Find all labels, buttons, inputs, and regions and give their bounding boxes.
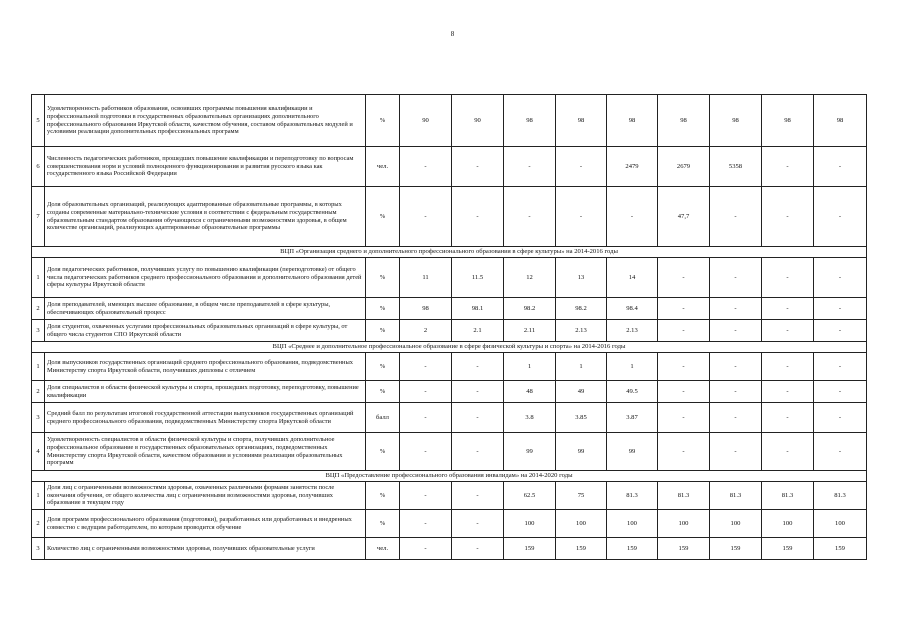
value-cell: 98.2 — [556, 298, 607, 320]
value-cell: 47,7 — [658, 187, 710, 247]
section-title: ВЦП «Организация среднего и дополнительного профессионального образования в сфере культуры» на 2014-2016 годы — [32, 247, 867, 258]
row-number: 2 — [32, 298, 45, 320]
value-cell: 98.4 — [607, 298, 658, 320]
value-cell: - — [762, 147, 814, 187]
unit-cell: % — [366, 258, 400, 298]
value-cell: - — [556, 187, 607, 247]
value-cell: 2679 — [658, 147, 710, 187]
value-cell: - — [400, 538, 452, 560]
value-cell: 2.11 — [504, 320, 556, 342]
section-row — [32, 247, 867, 258]
value-cell: - — [400, 403, 452, 433]
row-number: 6 — [32, 147, 45, 187]
value-cell: - — [814, 320, 867, 342]
value-cell: - — [452, 403, 504, 433]
value-cell: 98 — [762, 95, 814, 147]
value-cell: 159 — [607, 538, 658, 560]
unit-cell: % — [366, 95, 400, 147]
value-cell: - — [762, 381, 814, 403]
value-cell: - — [452, 147, 504, 187]
value-cell: 81.3 — [607, 482, 658, 510]
indicator-description: Средний балл по результатам итоговой государственной аттестации выпускников государственных организаций среднего профессионального образования, подведомственных Министерству спорта Иркутской области — [45, 403, 366, 433]
value-cell: 12 — [504, 258, 556, 298]
value-cell: - — [814, 381, 867, 403]
value-cell: 3.8 — [504, 403, 556, 433]
value-cell: - — [607, 187, 658, 247]
value-cell: - — [762, 258, 814, 298]
value-cell: 81.3 — [814, 482, 867, 510]
row-number: 1 — [32, 353, 45, 381]
unit-cell: % — [366, 320, 400, 342]
table-row — [32, 381, 867, 403]
indicator-description: Доля педагогических работников, получивших услугу по повышению квалификации (переподготовке) от общего числа педагогических работников среднего профессионального образования и дополнительного образования детей сферы культуры Иркутской области — [45, 258, 366, 298]
value-cell: 49.5 — [607, 381, 658, 403]
indicator-description: Доля студентов, охваченных услугами профессиональных образовательных организаций в сфере культуры, от общего числа студентов СПО Иркутской области — [45, 320, 366, 342]
value-cell: 81.3 — [710, 482, 762, 510]
value-cell: - — [400, 482, 452, 510]
value-cell: - — [762, 353, 814, 381]
value-cell: - — [762, 298, 814, 320]
value-cell: 62.5 — [504, 482, 556, 510]
unit-cell: % — [366, 433, 400, 471]
table-row — [32, 510, 867, 538]
value-cell: 14 — [607, 258, 658, 298]
value-cell: - — [658, 320, 710, 342]
indicator-description: Удовлетворенность специалистов в области физической культуры и спорта, получивших дополнительное профессиональное образование в государственных образовательных организациях, подведомственных Министерству спорта Иркутской области, качеством образования и условиями реализации образовательных программ — [45, 433, 366, 471]
value-cell: 1 — [607, 353, 658, 381]
value-cell: - — [400, 381, 452, 403]
value-cell: 98 — [814, 95, 867, 147]
value-cell: - — [762, 403, 814, 433]
value-cell: - — [452, 381, 504, 403]
indicator-description: Доля образовательных организаций, реализующих адаптированные образовательные программы, в которых созданы современные материально-технические условия в соответствии с федеральным государственным образовательным стандартом образования обучающихся с ограниченными возможностями здоровья, в общем количестве организаций, реализующих адаптированные образовательные программы — [45, 187, 366, 247]
value-cell: 98 — [658, 95, 710, 147]
value-cell: 98 — [400, 298, 452, 320]
value-cell: - — [710, 187, 762, 247]
value-cell: - — [710, 403, 762, 433]
value-cell: - — [762, 320, 814, 342]
value-cell: 2479 — [607, 147, 658, 187]
page-number: 8 — [450, 30, 455, 38]
row-number: 1 — [32, 258, 45, 298]
value-cell: - — [710, 381, 762, 403]
value-cell: 159 — [710, 538, 762, 560]
table-row — [32, 353, 867, 381]
unit-cell: % — [366, 187, 400, 247]
value-cell: 90 — [400, 95, 452, 147]
unit-cell: % — [366, 353, 400, 381]
value-cell: 159 — [556, 538, 607, 560]
value-cell: - — [710, 433, 762, 471]
value-cell: - — [452, 510, 504, 538]
value-cell: 98 — [504, 95, 556, 147]
value-cell: - — [400, 510, 452, 538]
value-cell: - — [504, 147, 556, 187]
section-title: ВЦП «Среднее и дополнительное профессиональное образование в сфере физической культуры и спорта» на 2014-2016 годы — [32, 342, 867, 353]
value-cell: - — [710, 320, 762, 342]
value-cell: - — [814, 403, 867, 433]
table-row — [32, 258, 867, 298]
row-number: 2 — [32, 510, 45, 538]
indicator-description: Численность педагогических работников, прошедших повышение квалификации и переподготовку по вопросам совершенствования норм и условий полноценного функционирования и развития русского языка как государственного языка Российской Федерации — [45, 147, 366, 187]
value-cell: - — [658, 298, 710, 320]
value-cell: - — [814, 298, 867, 320]
value-cell: - — [710, 353, 762, 381]
value-cell: 99 — [607, 433, 658, 471]
row-number: 5 — [32, 95, 45, 147]
value-cell: 159 — [658, 538, 710, 560]
table-row — [32, 187, 867, 247]
value-cell: 11.5 — [452, 258, 504, 298]
value-cell: - — [452, 482, 504, 510]
unit-cell: чел. — [366, 538, 400, 560]
value-cell: - — [504, 187, 556, 247]
row-number: 3 — [32, 403, 45, 433]
value-cell: 75 — [556, 482, 607, 510]
unit-cell: % — [366, 381, 400, 403]
value-cell: 98 — [710, 95, 762, 147]
unit-cell: % — [366, 482, 400, 510]
indicators-table — [31, 94, 867, 560]
value-cell: - — [400, 433, 452, 471]
value-cell: 81.3 — [762, 482, 814, 510]
value-cell: - — [710, 258, 762, 298]
value-cell: 3.85 — [556, 403, 607, 433]
indicator-description: Доля выпускников государственных организаций среднего профессионального образования, подведомственных Министерству спорта Иркутской области, получивших дипломы с отличием — [45, 353, 366, 381]
value-cell: 99 — [504, 433, 556, 471]
value-cell: 3.87 — [607, 403, 658, 433]
value-cell: - — [452, 187, 504, 247]
row-number: 7 — [32, 187, 45, 247]
value-cell: 49 — [556, 381, 607, 403]
table-row — [32, 538, 867, 560]
section-row — [32, 471, 867, 482]
value-cell: - — [452, 433, 504, 471]
value-cell: - — [556, 147, 607, 187]
value-cell: - — [762, 433, 814, 471]
section-row — [32, 342, 867, 353]
row-number: 3 — [32, 538, 45, 560]
value-cell: 159 — [762, 538, 814, 560]
value-cell: 100 — [814, 510, 867, 538]
value-cell: - — [658, 258, 710, 298]
unit-cell: балл — [366, 403, 400, 433]
value-cell: - — [400, 353, 452, 381]
indicator-description: Доля преподавателей, имеющих высшее образование, в общем числе преподавателей в сфере культуры, обеспечивающих образовательный процесс — [45, 298, 366, 320]
indicator-description: Доля лиц с ограниченными возможностями здоровья, охваченных различными формами занятости после окончания обучения, от общего количества лиц с ограниченными возможностями здоровья, получивших образование в текущем году — [45, 482, 366, 510]
value-cell: 100 — [762, 510, 814, 538]
indicator-description: Доля программ профессионального образования (подготовки), разработанных или доработанных и внедренных совместно с ведущим работодателем, по которым проводится обучение — [45, 510, 366, 538]
value-cell: - — [710, 298, 762, 320]
value-cell: 2.13 — [556, 320, 607, 342]
indicator-description: Количество лиц с ограниченными возможностями здоровья, получивших образовательные услуги — [45, 538, 366, 560]
table-row — [32, 147, 867, 187]
value-cell: 5358 — [710, 147, 762, 187]
value-cell: - — [814, 187, 867, 247]
value-cell: - — [814, 353, 867, 381]
value-cell: - — [452, 353, 504, 381]
value-cell: 100 — [658, 510, 710, 538]
value-cell: - — [658, 433, 710, 471]
table-row — [32, 95, 867, 147]
value-cell: 100 — [710, 510, 762, 538]
value-cell: 159 — [504, 538, 556, 560]
row-number: 1 — [32, 482, 45, 510]
value-cell: 98.1 — [452, 298, 504, 320]
value-cell: 100 — [504, 510, 556, 538]
value-cell: - — [814, 147, 867, 187]
value-cell: - — [400, 147, 452, 187]
row-number: 3 — [32, 320, 45, 342]
value-cell: - — [814, 258, 867, 298]
section-title: ВЦП «Предоставление профессионального образования инвалидам» на 2014-2020 годы — [32, 471, 867, 482]
table-row — [32, 298, 867, 320]
value-cell: 99 — [556, 433, 607, 471]
value-cell: 81.3 — [658, 482, 710, 510]
unit-cell: % — [366, 510, 400, 538]
value-cell: 2.1 — [452, 320, 504, 342]
row-number: 2 — [32, 381, 45, 403]
value-cell: - — [658, 403, 710, 433]
value-cell: 98 — [607, 95, 658, 147]
table-row — [32, 403, 867, 433]
value-cell: 13 — [556, 258, 607, 298]
unit-cell: чел. — [366, 147, 400, 187]
value-cell: 100 — [607, 510, 658, 538]
value-cell: - — [658, 353, 710, 381]
table-row — [32, 320, 867, 342]
value-cell: 98 — [556, 95, 607, 147]
table-row — [32, 433, 867, 471]
value-cell: 11 — [400, 258, 452, 298]
value-cell: - — [658, 381, 710, 403]
value-cell: - — [814, 433, 867, 471]
value-cell: 1 — [504, 353, 556, 381]
value-cell: 100 — [556, 510, 607, 538]
value-cell: 98.2 — [504, 298, 556, 320]
table-row — [32, 482, 867, 510]
value-cell: - — [452, 538, 504, 560]
value-cell: - — [400, 187, 452, 247]
unit-cell: % — [366, 298, 400, 320]
value-cell: - — [762, 187, 814, 247]
value-cell: 90 — [452, 95, 504, 147]
value-cell: 1 — [556, 353, 607, 381]
indicator-description: Удовлетворенность работников образования, освоивших программы повышения квалификации и профессиональной подготовки в государственных образовательных организациях дополнительного профессионального образования Иркутской области, качеством обучения, составом образовательных модулей и условиями реализации дополнительных профессиональных программ — [45, 95, 366, 147]
value-cell: 159 — [814, 538, 867, 560]
value-cell: 2.13 — [607, 320, 658, 342]
value-cell: 48 — [504, 381, 556, 403]
value-cell: 2 — [400, 320, 452, 342]
row-number: 4 — [32, 433, 45, 471]
indicator-description: Доля специалистов в области физической культуры и спорта, прошедших подготовку, переподготовку, повышение квалификации — [45, 381, 366, 403]
